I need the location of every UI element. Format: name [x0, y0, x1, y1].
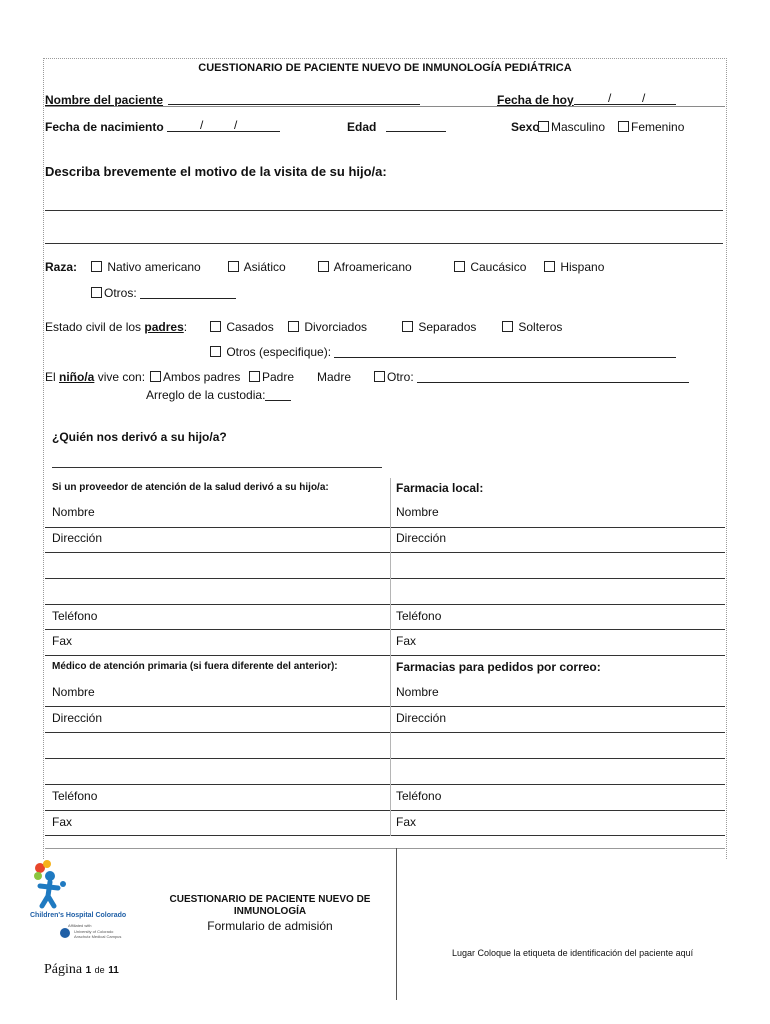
- pcp-name-label: Nombre: [52, 685, 95, 699]
- pharmacy-heading: Farmacia local:: [396, 481, 484, 495]
- page-number: 1: [85, 965, 92, 976]
- lives-label-prefix: El: [45, 370, 60, 384]
- race-option-label: Afroamericano: [333, 260, 412, 274]
- lives-option-mother[interactable]: [317, 370, 351, 384]
- table-rule: [45, 758, 725, 759]
- marital-label-suffix: :: [183, 320, 188, 334]
- patient-name-field[interactable]: [168, 92, 420, 105]
- checkbox-icon: [210, 321, 221, 332]
- sex-option-label: Masculino: [551, 120, 606, 134]
- table-rule: [45, 784, 725, 785]
- table-rule: [45, 629, 725, 630]
- dob-field[interactable]: [167, 119, 280, 132]
- checkbox-icon: [318, 261, 329, 272]
- marital-label-word: padres: [144, 320, 184, 334]
- lives-label-word: niño/a: [59, 370, 95, 384]
- checkbox-icon: [150, 371, 161, 382]
- pcp-phone-label: Teléfono: [52, 789, 98, 803]
- footer-title-line-3: Formulario de admisión: [207, 919, 333, 933]
- lives-option-label: Padre: [262, 370, 295, 384]
- age-field[interactable]: [386, 119, 446, 132]
- checkbox-icon: [402, 321, 413, 332]
- provider-address-label: Dirección: [52, 531, 103, 545]
- lives-option-label: Ambos padres: [163, 370, 241, 384]
- marital-option-label: Solteros: [518, 320, 563, 334]
- checkbox-icon: [249, 371, 260, 382]
- table-rule: [45, 578, 725, 579]
- race-option-label: Hispano: [560, 260, 605, 274]
- footer-top-rule: [45, 848, 725, 849]
- lives-label-suffix: vive con:: [94, 370, 146, 384]
- reason-label: Describa brevemente el motivo de la visita de su hijo/a:: [45, 164, 387, 179]
- page-total: 11: [108, 965, 119, 976]
- race-option-hispanic[interactable]: [544, 260, 604, 274]
- page-of: de: [94, 965, 105, 975]
- reason-line-2[interactable]: [45, 243, 723, 244]
- race-option-native[interactable]: [91, 260, 201, 274]
- custody-label: Arreglo de la custodia:: [146, 388, 266, 402]
- checkbox-icon: [91, 261, 102, 272]
- checkbox-icon: [502, 321, 513, 332]
- age-label: Edad: [347, 120, 377, 134]
- referral-answer-line[interactable]: [52, 467, 382, 468]
- race-option-label: Caucásico: [470, 260, 527, 274]
- race-label: Raza:: [45, 260, 78, 274]
- lives-other-field[interactable]: [417, 371, 689, 383]
- form-title: CUESTIONARIO DE PACIENTE NUEVO DE INMUNOLOGÍA PEDIÁTRICA: [198, 62, 572, 74]
- university-seal-icon: [60, 928, 70, 938]
- dob-slash-2: /: [234, 118, 238, 132]
- mail-pharmacy-phone-label: Teléfono: [396, 789, 442, 803]
- table-rule: [45, 835, 725, 836]
- marital-option-label: Divorciados: [304, 320, 368, 334]
- marital-option-label: Separados: [418, 320, 477, 334]
- provider-name-label: Nombre: [52, 505, 95, 519]
- provider-fax-label: Fax: [52, 634, 73, 648]
- footer-title-line-1: CUESTIONARIO DE PACIENTE NUEVO DE: [169, 894, 371, 905]
- table-column-divider: [390, 478, 391, 836]
- mail-pharmacy-address-label: Dirección: [396, 711, 447, 725]
- logo-text: Children's Hospital Colorado: [30, 912, 127, 919]
- hospital-logo: [30, 860, 134, 944]
- table-rule: [45, 732, 725, 733]
- pcp-heading: Médico de atención primaria (si fuera diferente del anterior):: [52, 661, 338, 672]
- reason-line-1[interactable]: [45, 210, 723, 211]
- checkbox-icon: [454, 261, 465, 272]
- custody-row: [146, 388, 291, 402]
- table-rule: [45, 706, 725, 707]
- table-rule: [45, 655, 725, 656]
- checkbox-icon: [538, 121, 549, 132]
- provider-phone-label: Teléfono: [52, 609, 98, 623]
- pcp-fax-label: Fax: [52, 815, 73, 829]
- lives-option-both-parents[interactable]: [150, 370, 240, 384]
- page-word: Página: [44, 962, 83, 977]
- marital-other-field[interactable]: [334, 346, 676, 358]
- dob-label: Fecha de nacimiento: [45, 120, 164, 134]
- provider-heading: Si un proveedor de atención de la salud derivó a su hijo/a:: [52, 482, 329, 493]
- footer-divider: [396, 848, 397, 1000]
- pharmacy-fax-label: Fax: [396, 634, 417, 648]
- referral-question: ¿Quién nos derivó a su hijo/a?: [52, 430, 227, 444]
- race-option-other[interactable]: [91, 286, 236, 300]
- checkbox-icon: [210, 346, 221, 357]
- checkbox-icon: [228, 261, 239, 272]
- sex-option-female[interactable]: [618, 120, 684, 134]
- marital-other-label: Otros (especifique):: [226, 345, 332, 359]
- table-rule: [45, 810, 725, 811]
- logo-sub-2: University of Colorado: [74, 929, 114, 934]
- table-rule: [45, 552, 725, 553]
- race-option-label: Asiático: [243, 260, 286, 274]
- pharmacy-address-label: Dirección: [396, 531, 447, 545]
- today-date-label: Fecha de hoy: [497, 93, 574, 107]
- today-date-field[interactable]: [574, 92, 676, 105]
- today-date-slash-2: /: [642, 91, 646, 105]
- checkbox-icon: [91, 287, 102, 298]
- sex-option-label: Femenino: [631, 120, 685, 134]
- race-option-label: Nativo americano: [107, 260, 201, 274]
- mail-pharmacy-heading: Farmacias para pedidos por correo:: [396, 660, 601, 674]
- patient-label-placeholder: Lugar Coloque la etiqueta de identificación del paciente aquí: [452, 948, 694, 958]
- race-option-asian[interactable]: [228, 260, 286, 274]
- lives-option-father[interactable]: [249, 370, 294, 384]
- marital-option-other[interactable]: [210, 345, 676, 359]
- marital-option-single[interactable]: [502, 320, 562, 334]
- page-indicator: [44, 962, 119, 978]
- marital-option-separated[interactable]: [402, 320, 476, 334]
- marital-label-prefix: Estado civil de los: [45, 320, 145, 334]
- mail-pharmacy-fax-label: Fax: [396, 815, 417, 829]
- footer-title-line-2: INMUNOLOGÍA: [233, 906, 307, 917]
- checkbox-icon: [544, 261, 555, 272]
- logo-sub-3: Anschutz Medical Campus: [74, 934, 122, 939]
- race-option-caucasian[interactable]: [454, 260, 526, 274]
- mail-pharmacy-name-label: Nombre: [396, 685, 439, 699]
- race-other-label: Otros:: [104, 286, 137, 300]
- pharmacy-phone-label: Teléfono: [396, 609, 442, 623]
- today-date-slash-1: /: [608, 91, 612, 105]
- race-option-african-american[interactable]: [318, 260, 412, 274]
- header-divider: [45, 106, 725, 107]
- logo-sub-1: Affiliated with: [68, 923, 92, 928]
- checkbox-icon: [374, 371, 385, 382]
- pcp-address-label: Dirección: [52, 711, 103, 725]
- table-rule: [45, 527, 725, 528]
- checkbox-icon: [288, 321, 299, 332]
- sex-option-male[interactable]: [538, 120, 605, 134]
- marital-option-label: Casados: [226, 320, 274, 334]
- marital-option-married[interactable]: [210, 320, 274, 334]
- lives-option-other[interactable]: [374, 370, 689, 384]
- marital-status-label: [45, 320, 187, 334]
- patient-name-label: Nombre del paciente: [45, 93, 164, 107]
- lives-option-label: Madre: [317, 370, 352, 384]
- checkbox-icon: [618, 121, 629, 132]
- lives-option-label: Otro:: [387, 370, 414, 384]
- table-rule: [45, 604, 725, 605]
- lives-with-label: [45, 370, 145, 384]
- race-other-field[interactable]: [140, 287, 236, 299]
- custody-field[interactable]: [265, 389, 291, 401]
- sex-label: Sexo: [511, 120, 540, 134]
- marital-option-divorced[interactable]: [288, 320, 367, 334]
- pharmacy-name-label: Nombre: [396, 505, 439, 519]
- dob-slash-1: /: [200, 118, 204, 132]
